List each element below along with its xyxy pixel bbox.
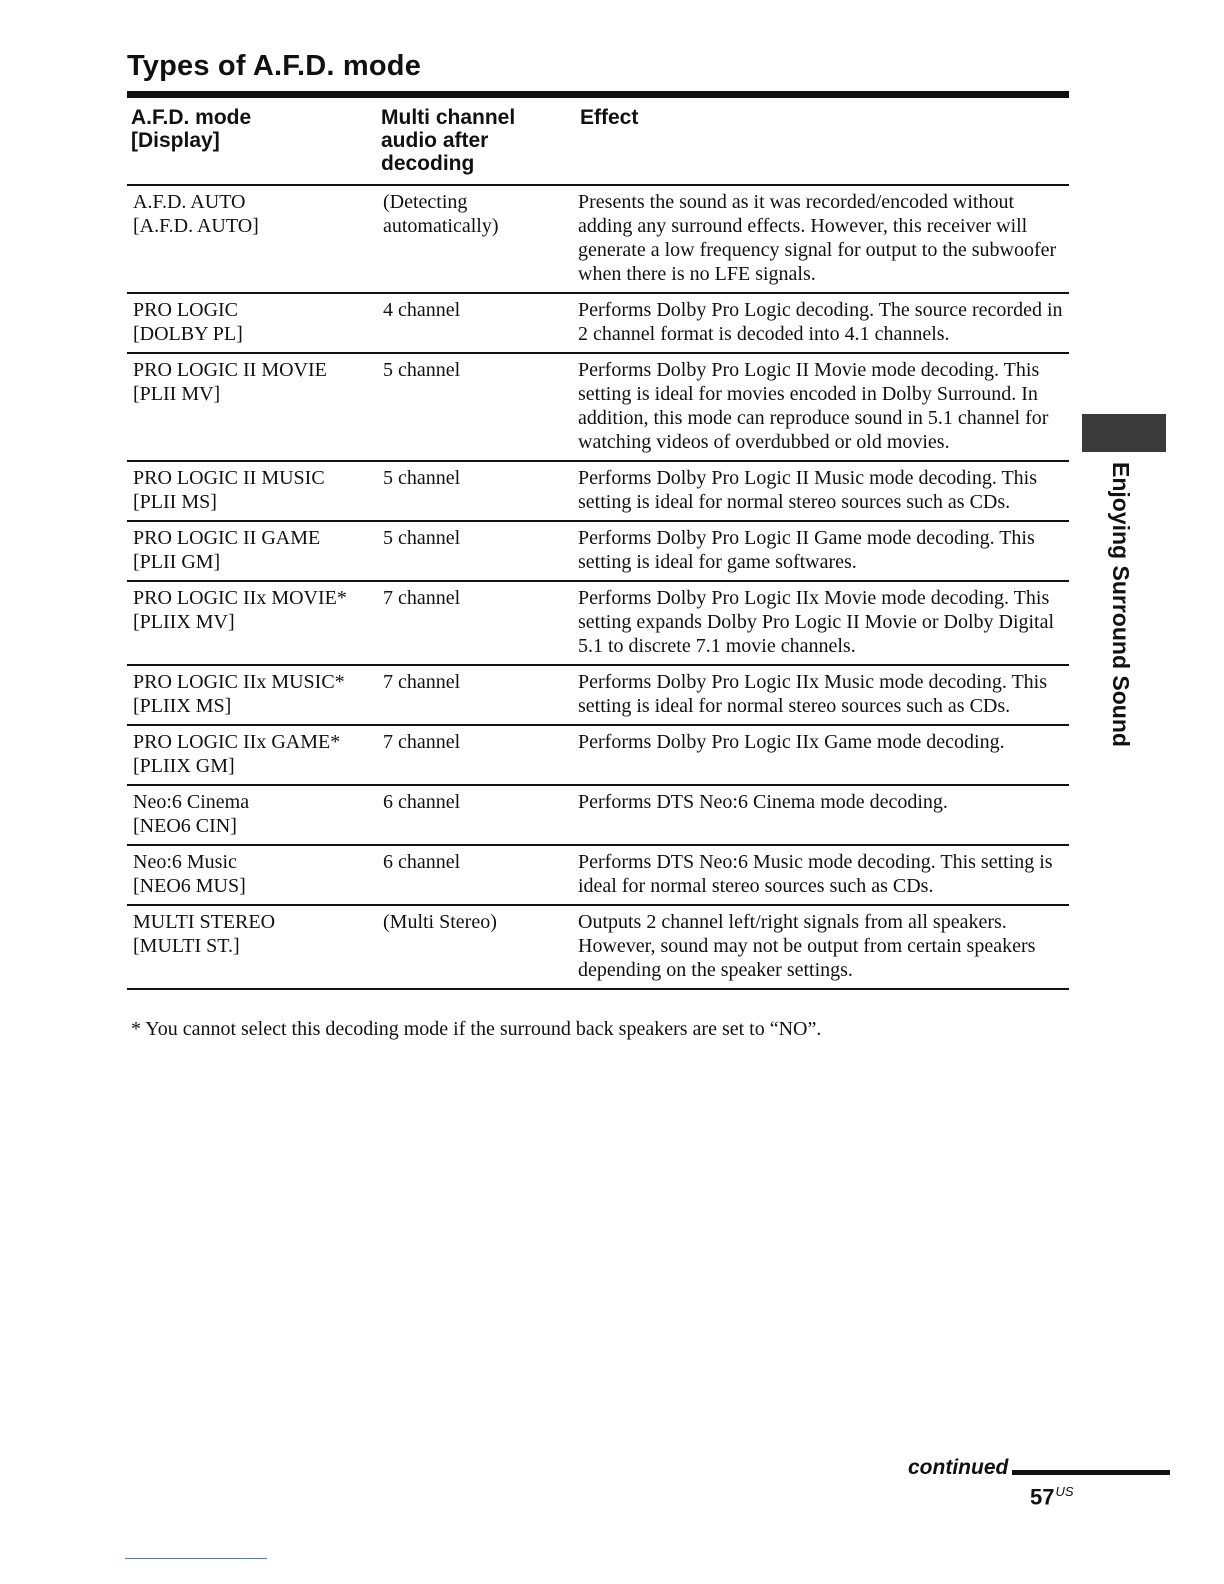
effect-cell: Performs Dolby Pro Logic IIx Movie mode decoding. This setting expands Dolby Pro Logic II Movie or Dolby Digital 5.1 to discrete 7.1 movie channels. — [576, 581, 1069, 665]
mode-name: MULTI STEREO — [133, 911, 276, 933]
mode-name: PRO LOGIC — [133, 299, 239, 321]
header-display-line: [Display] — [131, 129, 220, 152]
table-row — [127, 521, 1069, 581]
page-title: Types of A.F.D. mode — [127, 50, 422, 82]
mode-name: Neo:6 Cinema — [133, 791, 250, 813]
mode-display: [PLIIX GM] — [133, 755, 235, 777]
section-side-label — [1108, 462, 1134, 762]
channels-cell: 6 channel — [377, 785, 576, 845]
table-row — [127, 293, 1069, 353]
mode-name: PRO LOGIC II MUSIC — [133, 467, 325, 489]
mode-cell — [127, 665, 377, 725]
mode-cell — [127, 353, 377, 461]
footnote: * You cannot select this decoding mode if the surround back speakers are set to “NO”. — [131, 1018, 822, 1040]
channels-cell: (Detecting automatically) — [377, 185, 576, 293]
mode-display: [NEO6 CIN] — [133, 815, 237, 837]
table-row — [127, 461, 1069, 521]
mode-cell — [127, 293, 377, 353]
continued-rule — [1012, 1470, 1170, 1475]
mode-name: Neo:6 Music — [133, 851, 237, 873]
header-channels-line: audio after — [381, 129, 489, 152]
channels-cell: 5 channel — [377, 461, 576, 521]
effect-cell: Performs DTS Neo:6 Music mode decoding. This setting is ideal for normal stereo sources such as CDs. — [576, 845, 1069, 905]
mode-name: PRO LOGIC IIx GAME* — [133, 731, 341, 753]
mode-display: [A.F.D. AUTO] — [133, 215, 259, 237]
table-row — [127, 905, 1069, 989]
mode-display: [PLII MV] — [133, 383, 221, 405]
channels-cell: 5 channel — [377, 521, 576, 581]
table-row — [127, 185, 1069, 293]
section-tab-marker — [1082, 414, 1166, 452]
afd-mode-table-container — [127, 91, 1069, 990]
mode-display: [DOLBY PL] — [133, 323, 243, 345]
mode-cell — [127, 185, 377, 293]
effect-cell: Performs Dolby Pro Logic IIx Game mode decoding. — [576, 725, 1069, 785]
page-number — [1030, 1484, 1074, 1510]
table-row — [127, 845, 1069, 905]
mode-name: A.F.D. AUTO — [133, 191, 246, 213]
mode-display: [PLII MS] — [133, 491, 217, 513]
header-afd-mode-line: A.F.D. mode — [131, 106, 252, 129]
table-top-rule — [127, 91, 1069, 98]
effect-cell: Performs Dolby Pro Logic IIx Music mode decoding. This setting is ideal for normal stereo sources such as CDs. — [576, 665, 1069, 725]
effect-cell: Performs Dolby Pro Logic II Game mode decoding. This setting is ideal for game softwares. — [576, 521, 1069, 581]
mode-name: PRO LOGIC II GAME — [133, 527, 321, 549]
table-body — [127, 185, 1069, 989]
mode-display: [PLIIX MS] — [133, 695, 232, 717]
table-row — [127, 725, 1069, 785]
channels-cell: 6 channel — [377, 845, 576, 905]
mode-cell — [127, 905, 377, 989]
header-effect: Effect — [576, 98, 1069, 185]
table-row — [127, 785, 1069, 845]
channels-cell: 5 channel — [377, 353, 576, 461]
channels-cell: 4 channel — [377, 293, 576, 353]
effect-cell: Outputs 2 channel left/right signals from all speakers. However, sound may not be output from certain speakers depending on the speaker settings. — [576, 905, 1069, 989]
table-row — [127, 353, 1069, 461]
page-region: US — [1055, 1484, 1074, 1499]
header-channels-line: decoding — [381, 152, 475, 175]
continued-label: continued — [908, 1456, 1009, 1479]
mode-display: [NEO6 MUS] — [133, 875, 246, 897]
table-row — [127, 581, 1069, 665]
mode-cell — [127, 785, 377, 845]
channels-cell: (Multi Stereo) — [377, 905, 576, 989]
header-channels — [377, 98, 576, 185]
mode-name: PRO LOGIC II MOVIE — [133, 359, 327, 381]
page-number-value: 57 — [1030, 1484, 1055, 1510]
channels-cell: 7 channel — [377, 665, 576, 725]
channels-cell: 7 channel — [377, 581, 576, 665]
afd-mode-table — [127, 98, 1069, 990]
mode-cell — [127, 725, 377, 785]
effect-cell: Performs Dolby Pro Logic II Music mode decoding. This setting is ideal for normal stereo sources such as CDs. — [576, 461, 1069, 521]
table-header-row — [127, 98, 1069, 185]
mode-name: PRO LOGIC IIx MOVIE* — [133, 587, 347, 609]
header-afd-mode — [127, 98, 377, 185]
table-row — [127, 665, 1069, 725]
mode-name: PRO LOGIC IIx MUSIC* — [133, 671, 345, 693]
mode-cell — [127, 581, 377, 665]
mode-display: [MULTI ST.] — [133, 935, 240, 957]
mode-cell — [127, 461, 377, 521]
effect-cell: Presents the sound as it was recorded/encoded without adding any surround effects. However, this receiver will generate a low frequency signal for output to the subwoofer when there is no LFE signals. — [576, 185, 1069, 293]
mode-cell — [127, 845, 377, 905]
mode-cell — [127, 521, 377, 581]
bottom-divider — [125, 1558, 267, 1559]
effect-cell: Performs Dolby Pro Logic decoding. The source recorded in 2 channel format is decoded into 4.1 channels. — [576, 293, 1069, 353]
channels-cell: 7 channel — [377, 725, 576, 785]
header-channels-line: Multi channel — [381, 106, 516, 129]
mode-display: [PLII GM] — [133, 551, 221, 573]
effect-cell: Performs Dolby Pro Logic II Movie mode decoding. This setting is ideal for movies encoded in Dolby Surround. In addition, this mode can reproduce sound in 5.1 channel for watching videos of overdubbed or old movies. — [576, 353, 1069, 461]
continued-indicator — [908, 1456, 1170, 1484]
mode-display: [PLIIX MV] — [133, 611, 235, 633]
section-side-label-text: Enjoying Surround Sound — [1108, 462, 1134, 747]
effect-cell: Performs DTS Neo:6 Cinema mode decoding. — [576, 785, 1069, 845]
